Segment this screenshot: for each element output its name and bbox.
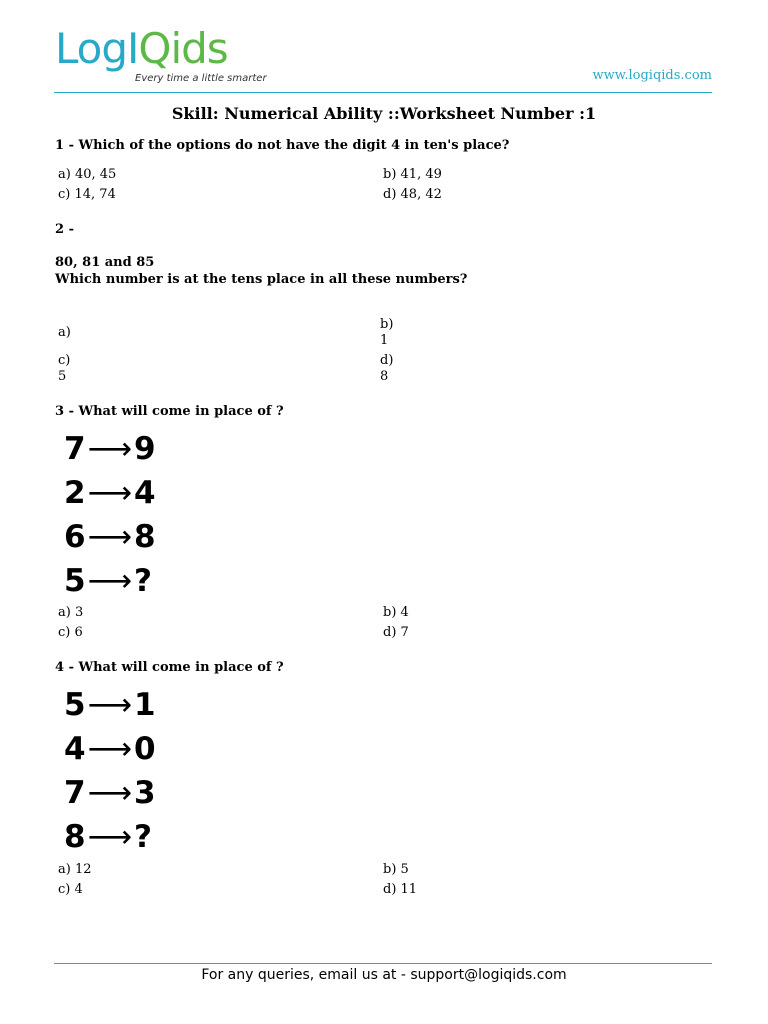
q4-option-c: c) 4 (58, 882, 83, 897)
q4-option-a: a) 12 (58, 862, 92, 877)
q3-option-a: a) 3 (58, 605, 84, 620)
question-3: 3 - What will come in place of ? (55, 404, 284, 419)
logo-tagline: Every time a little smarter (135, 73, 267, 84)
q2-option-a: a) (58, 325, 71, 340)
q1-option-c: c) 14, 74 (58, 187, 116, 202)
q3-mapping-2: 2⟶4 (64, 475, 156, 511)
q3-mapping-1: 7⟶9 (64, 431, 156, 467)
worksheet-title: Skill: Numerical Ability ::Worksheet Number :1 (171, 104, 597, 123)
q4-mapping-3: 7⟶3 (64, 775, 156, 811)
q2-option-c: c) 5 (58, 353, 71, 384)
q2-option-b: b) 1 (380, 317, 394, 348)
logo-wordmark: LogIQids (55, 24, 228, 73)
q4-mapping-1: 5⟶1 (64, 687, 156, 723)
footer-divider (54, 963, 712, 964)
header-divider (54, 92, 712, 93)
q1-option-d: d) 48, 42 (383, 187, 442, 202)
q3-mapping-4: 5⟶? (64, 563, 153, 599)
q1-option-a: a) 40, 45 (58, 167, 117, 182)
q1-option-b: b) 41, 49 (383, 167, 442, 182)
q3-option-b: b) 4 (383, 605, 409, 620)
question-2-line1: 80, 81 and 85 (55, 255, 155, 270)
q4-mapping-2: 4⟶0 (64, 731, 156, 767)
question-2-number: 2 - (55, 222, 74, 237)
question-1: 1 - Which of the options do not have the digit 4 in ten's place? (55, 138, 510, 153)
question-4: 4 - What will come in place of ? (55, 660, 284, 675)
q4-option-d: d) 11 (383, 882, 418, 897)
logo (55, 24, 267, 84)
q4-option-b: b) 5 (383, 862, 409, 877)
question-2-line2: Which number is at the tens place in all these numbers? (55, 272, 468, 287)
q4-mapping-4: 8⟶? (64, 819, 153, 855)
footer-contact: For any queries, email us at - support@logiqids.com (201, 967, 567, 983)
q3-mapping-3: 6⟶8 (64, 519, 156, 555)
website-link[interactable]: www.logiqids.com (592, 68, 712, 83)
q2-option-d: d) 8 (380, 353, 394, 384)
q3-option-d: d) 7 (383, 625, 409, 640)
q3-option-c: c) 6 (58, 625, 83, 640)
